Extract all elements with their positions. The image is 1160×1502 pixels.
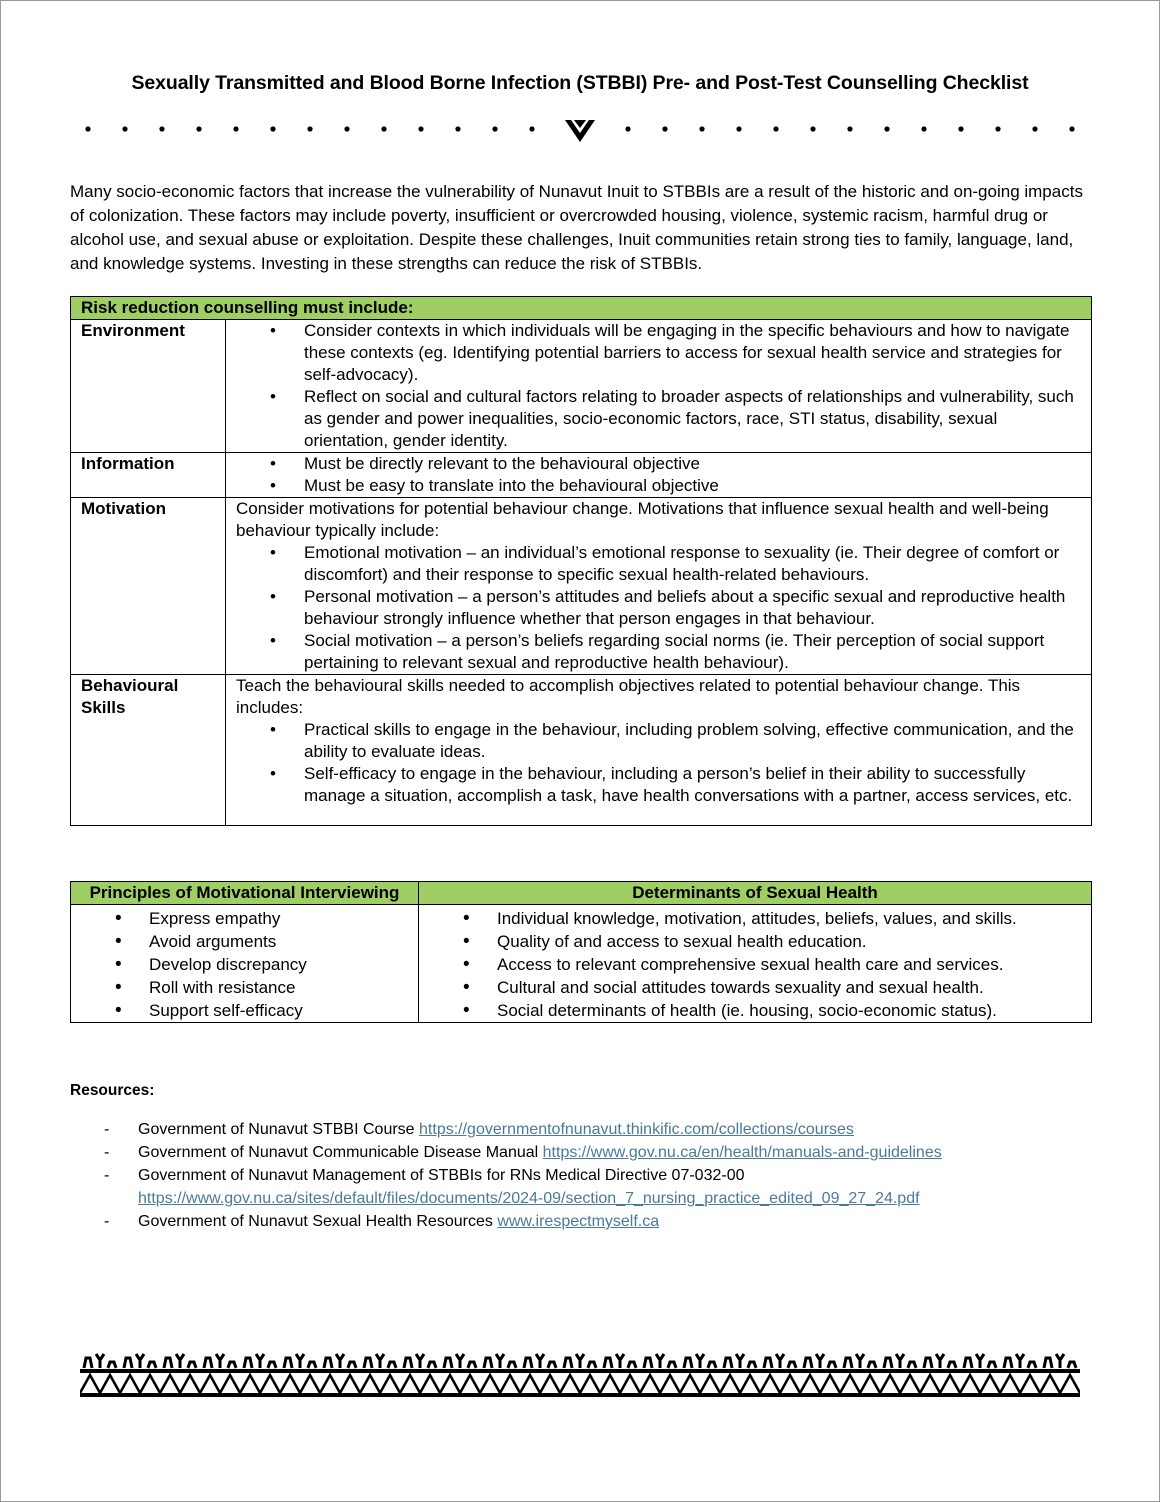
divider-dot	[492, 126, 497, 131]
bullet-list	[226, 320, 1083, 452]
resources-list	[70, 1118, 1092, 1233]
divider-dot	[307, 126, 312, 131]
divider-dot	[418, 126, 423, 131]
divider-dot	[159, 126, 164, 131]
divider-dot	[196, 126, 201, 131]
pattern-motif	[124, 1354, 156, 1368]
list-item: • Avoid arguments	[71, 930, 418, 953]
divider-dot	[344, 126, 349, 131]
row-intro: Consider motivations for potential behaviour change. Motivations that influence sexual health and well-being behaviour typically include:	[236, 499, 1049, 540]
list-item: • Express empathy	[71, 907, 418, 930]
table-row	[71, 320, 1092, 453]
resource-link[interactable]: www.irespectmyself.ca	[497, 1213, 660, 1230]
list-item: • Individual knowledge, motivation, attitudes, beliefs, values, and skills.	[419, 907, 1091, 930]
list-item: • Roll with resistance	[71, 976, 418, 999]
principles-header: Principles of Motivational Interviewing	[71, 882, 419, 905]
resource-text: Government of Nunavut Management of STBBIs for RNs Medical Directive 07-032-00	[138, 1167, 745, 1184]
list-item: • Develop discrepancy	[71, 953, 418, 976]
table-row	[71, 905, 1092, 1023]
row-intro: Teach the behavioural skills needed to accomplish objectives related to potential behaviour change. This includes:	[236, 676, 1021, 717]
document-title: Sexually Transmitted and Blood Borne Infection (STBBI) Pre- and Post-Test Counselling Checklist	[131, 72, 1029, 94]
list-item: • Must be directly relevant to the behavioural objective	[226, 453, 1083, 475]
pattern-motif	[684, 1354, 716, 1368]
pattern-motif	[884, 1354, 916, 1368]
determinants-list	[419, 907, 1091, 1022]
list-item: • Reflect on social and cultural factors relating to broader aspects of relationships and vulnerability, such as gender and power inequalities, socio-economic factors, race, STI status, disability, sexual orientation, gender identity.	[226, 386, 1083, 452]
pattern-motif	[1044, 1354, 1076, 1368]
pattern-zigzag	[80, 1375, 1080, 1393]
list-item: • Quality of and access to sexual health education.	[419, 930, 1091, 953]
divider-dot	[625, 126, 630, 131]
table-row	[71, 675, 1092, 826]
bullet-list	[226, 719, 1083, 807]
pattern-motif	[364, 1354, 396, 1368]
list-item	[70, 1141, 1092, 1164]
chevron-ornament-icon	[565, 120, 595, 142]
pattern-motif	[324, 1354, 356, 1368]
row-label: Behavioural Skills	[71, 675, 226, 826]
intro-paragraph: Many socio-economic factors that increase the vulnerability of Nunavut Inuit to STBBIs are a result of the historic and on-going impacts of colonization. These factors may include poverty, insufficient or overcrowded housing, violence, systemic racism, harmful drug or alcohol use, and sexual abuse or exploitation. Despite these challenges, Inuit communities retain strong ties to family, language, land, and knowledge systems. Investing in these strengths can reduce the risk of STBBIs.	[70, 182, 1083, 273]
resource-link[interactable]: https://www.gov.nu.ca/en/health/manuals-and-guidelines	[542, 1144, 942, 1161]
list-item: • Emotional motivation – an individual’s emotional response to sexuality (ie. Their degree of comfort or discomfort) and their response to specific sexual health-related behaviours.	[226, 542, 1083, 586]
dotted-divider-ornament	[80, 114, 1080, 146]
divider-dot	[847, 126, 852, 131]
resource-link[interactable]: https://www.gov.nu.ca/sites/default/files/documents/2024-09/section_7_nursing_practice_edited_09_27_24.pdf	[138, 1190, 920, 1207]
pattern-motif	[404, 1354, 436, 1368]
divider-dot	[122, 126, 127, 131]
pattern-motif	[444, 1354, 476, 1368]
list-item: • Self-efficacy to engage in the behaviour, including a person’s belief in their ability to successfully manage a situation, accomplish a task, have health conversations with a partner, access services, etc.	[226, 763, 1083, 807]
list-item: • Must be easy to translate into the behavioural objective	[226, 475, 1083, 497]
divider-dot	[455, 126, 460, 131]
resource-text: Government of Nunavut STBBI Course	[138, 1121, 415, 1138]
divider-dot	[773, 126, 778, 131]
resources-heading: Resources:	[70, 1082, 155, 1099]
divider-dot	[662, 126, 667, 131]
list-item: • Access to relevant comprehensive sexual health care and services.	[419, 953, 1091, 976]
divider-dot	[1069, 126, 1074, 131]
divider-dot	[810, 126, 815, 131]
list-item	[70, 1210, 1092, 1233]
list-item: • Social motivation – a person’s beliefs regarding social norms (ie. Their perception of social support pertaining to relevant sexual and reproductive health behaviour).	[226, 630, 1083, 674]
pattern-motif	[604, 1354, 636, 1368]
list-item: • Consider contexts in which individuals will be engaging in the specific behaviours and how to navigate these contexts (eg. Identifying potential barriers to access for sexual health service and strategies for self-advocacy).	[226, 320, 1083, 386]
pattern-motif	[524, 1354, 556, 1368]
table-row	[71, 498, 1092, 675]
risk-reduction-table	[70, 296, 1092, 826]
pattern-motif	[644, 1354, 676, 1368]
divider-dot	[736, 126, 741, 131]
divider-dot	[1032, 126, 1037, 131]
pattern-motif	[764, 1354, 796, 1368]
divider-dot	[529, 126, 534, 131]
pattern-motif	[724, 1354, 756, 1368]
list-item: • Cultural and social attitudes towards sexuality and sexual health.	[419, 976, 1091, 999]
pattern-motif	[804, 1354, 836, 1368]
pattern-motif	[964, 1354, 996, 1368]
list-item: • Personal motivation – a person’s attitudes and beliefs about a specific sexual and reproductive health behaviour strongly influence whether that person engages in that behaviour.	[226, 586, 1083, 630]
pattern-motif	[84, 1354, 116, 1368]
divider-dot	[921, 126, 926, 131]
list-item: • Social determinants of health (ie. housing, socio-economic status).	[419, 999, 1091, 1022]
divider-dot	[699, 126, 704, 131]
pattern-motif	[564, 1354, 596, 1368]
bullet-list	[226, 453, 1083, 497]
bullet-list	[226, 542, 1083, 674]
divider-dot	[884, 126, 889, 131]
row-label: Information	[71, 453, 226, 498]
pattern-motif	[924, 1354, 956, 1368]
divider-dot	[85, 126, 90, 131]
list-item: • Support self-efficacy	[71, 999, 418, 1022]
determinants-header: Determinants of Sexual Health	[419, 882, 1092, 905]
divider-dot	[270, 126, 275, 131]
decorative-border-pattern	[80, 1346, 1080, 1398]
pattern-motif	[1004, 1354, 1036, 1368]
pattern-motif	[164, 1354, 196, 1368]
divider-dot	[995, 126, 1000, 131]
pattern-motif	[484, 1354, 516, 1368]
divider-dot	[233, 126, 238, 131]
principles-list	[71, 907, 418, 1022]
list-item	[70, 1118, 1092, 1141]
risk-table-header: Risk reduction counselling must include:	[71, 297, 1092, 320]
pattern-motif	[284, 1354, 316, 1368]
divider-dot	[958, 126, 963, 131]
resource-text: Government of Nunavut Sexual Health Resources	[138, 1213, 493, 1230]
pattern-motif	[204, 1354, 236, 1368]
table-row	[71, 453, 1092, 498]
resource-text: Government of Nunavut Communicable Disease Manual	[138, 1144, 539, 1161]
row-label: Environment	[71, 320, 226, 453]
resource-link[interactable]: https://governmentofnunavut.thinkific.com/collections/courses	[419, 1121, 854, 1138]
list-item	[70, 1164, 1092, 1210]
principles-determinants-table	[70, 881, 1092, 1023]
row-label: Motivation	[71, 498, 226, 675]
pattern-motif	[244, 1354, 276, 1368]
pattern-motif	[844, 1354, 876, 1368]
divider-dot	[381, 126, 386, 131]
list-item: • Practical skills to engage in the behaviour, including problem solving, effective communication, and the ability to evaluate ideas.	[226, 719, 1083, 763]
